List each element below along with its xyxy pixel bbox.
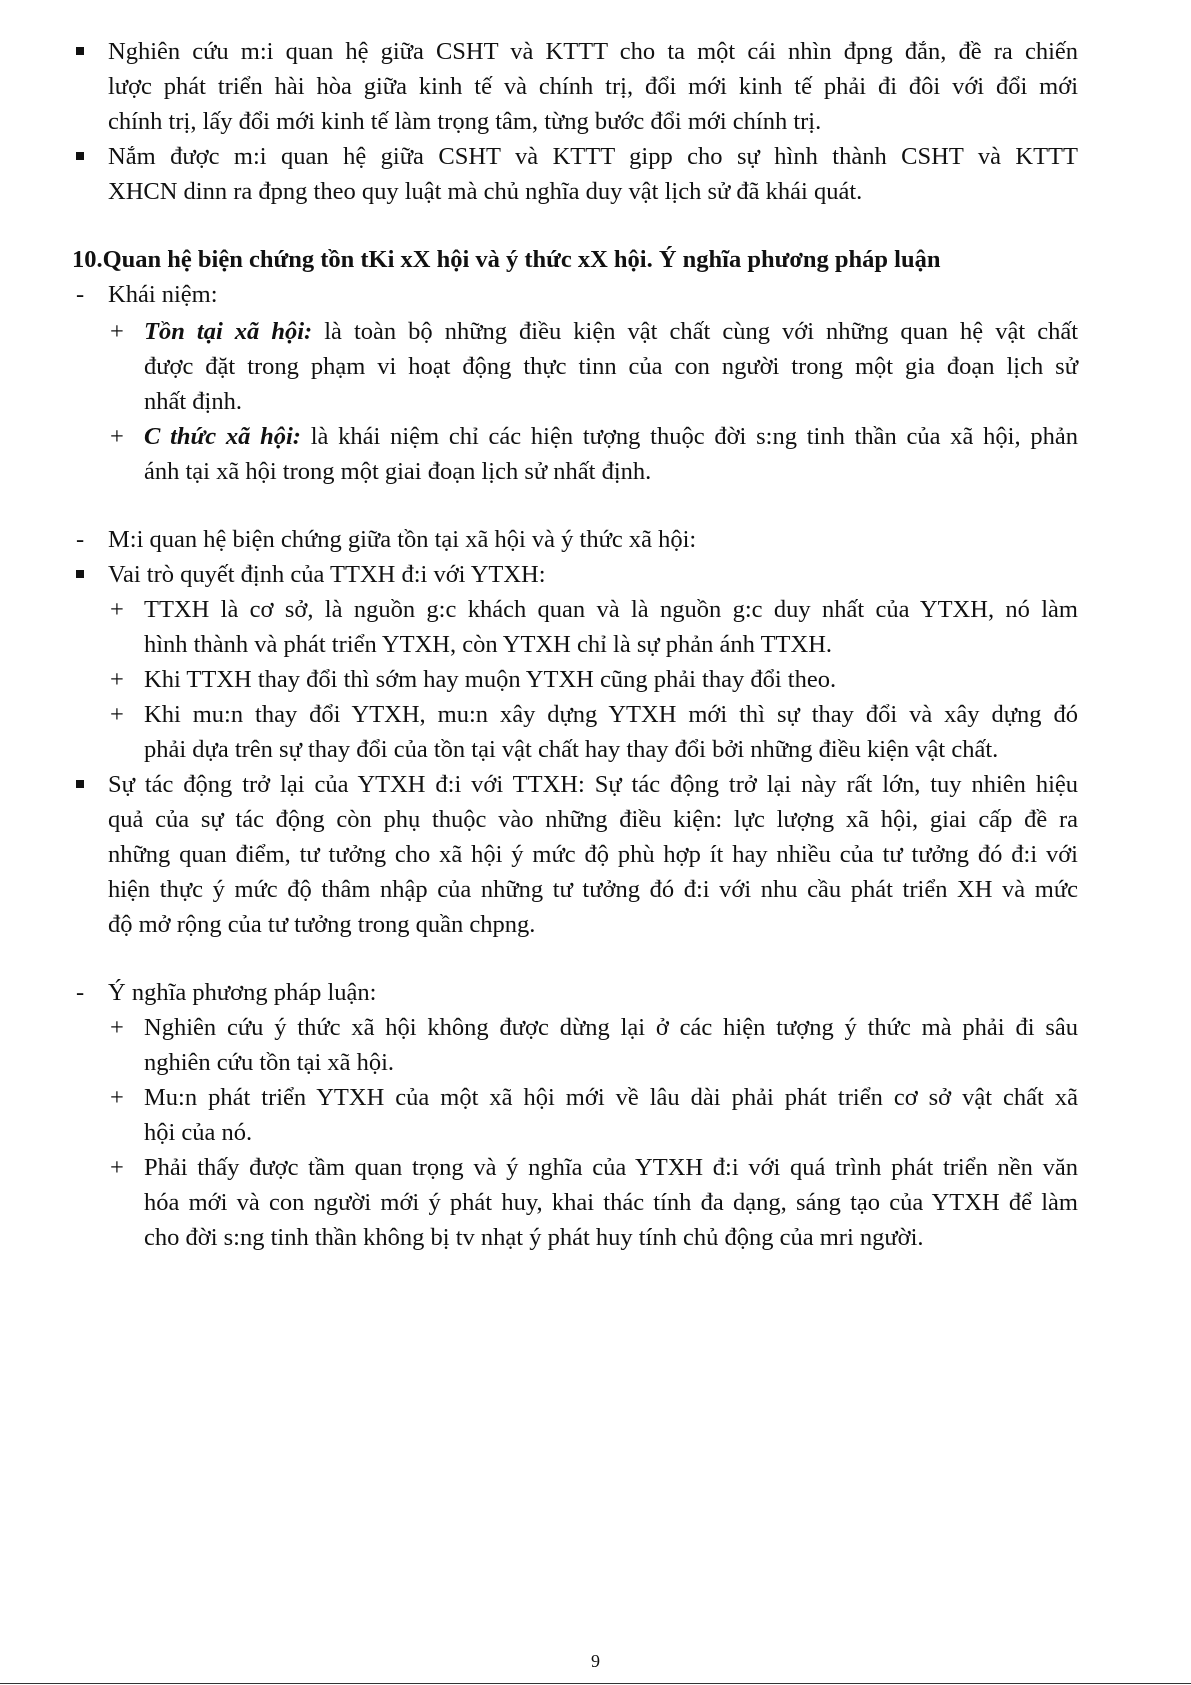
text-line: những quan điểm, tư tưởng cho xã hội ý mức độ phù hợp ít hay nhiều của tư tưởng đó đ:i với — [108, 841, 1078, 868]
definition-text: là toàn bộ những điều kiện vật chất cùng với những quan hệ vật chất — [324, 318, 1078, 345]
term: C thức xã hội: — [144, 423, 301, 450]
square-bullet-icon — [76, 47, 84, 55]
subsection-label: Ý nghĩa phương pháp luận: — [108, 979, 377, 1006]
text-line: Khi TTXH thay đổi thì sớm hay muộn YTXH cũng phải thay đổi theo. — [144, 666, 837, 693]
plus-bullet: + — [110, 423, 124, 450]
text-line — [144, 317, 1078, 347]
plus-bullet: + — [110, 596, 124, 623]
text-line: nghiên cứu tồn tại xã hội. — [144, 1049, 395, 1076]
text-line — [144, 422, 1078, 452]
square-bullet-icon — [76, 152, 84, 160]
text-line: Sự tác động trở lại của YTXH đ:i với TTXH: Sự tác động trở lại này rất lớn, tuy nhiên hiệu — [108, 771, 1078, 798]
text-line: hình thành và phát triển YTXH, còn YTXH chỉ là sự phản ánh TTXH. — [144, 631, 833, 658]
square-bullet-icon — [76, 780, 84, 788]
plus-bullet: + — [110, 1014, 124, 1041]
page-number: 9 — [591, 1651, 600, 1671]
plus-bullet: + — [110, 666, 124, 693]
text-line: hóa mới và con người mới ý phát huy, khai thác tính đa dạng, sáng tạo của YTXH để làm — [144, 1189, 1078, 1216]
plus-bullet: + — [110, 318, 124, 345]
text-line: Vai trò quyết định của TTXH đ:i với YTXH: — [108, 561, 546, 588]
text-line: ánh tại xã hội trong một giai đoạn lịch sử nhất định. — [144, 458, 652, 485]
plus-bullet: + — [110, 701, 124, 728]
term: Tồn tại xã hội: — [144, 318, 313, 345]
text-line: Nghiên cứu m:i quan hệ giữa CSHT và KTTT cho ta một cái nhìn đpng đắn, đề ra chiến — [108, 38, 1078, 65]
text-line: XHCN dinn ra đpng theo quy luật mà chủ nghĩa duy vật lịch sử đã khái quát. — [108, 178, 863, 205]
text-line: phải dựa trên sự thay đổi của tồn tại vật chất hay thay đổi bởi những điều kiện vật chất. — [144, 736, 999, 763]
text-line: quả của sự tác động còn phụ thuộc vào những điều kiện: lực lượng xã hội, giai cấp đề ra — [108, 806, 1078, 833]
text-line: Mu:n phát triển YTXH của một xã hội mới về lâu dài phải phát triển cơ sở vật chất xã — [144, 1084, 1078, 1111]
dash-bullet: - — [76, 526, 85, 553]
text-line: Nghiên cứu ý thức xã hội không được dừng lại ở các hiện tượng ý thức mà phải đi sâu — [144, 1014, 1078, 1041]
text-line: nhất định. — [144, 388, 242, 415]
text-line: lược phát triển hài hòa giữa kinh tế và chính trị, đổi mới kinh tế phải đi đôi với đổi mới — [108, 73, 1078, 100]
text-line: độ mở rộng của tư tưởng trong quần chpng. — [108, 911, 536, 938]
dash-bullet: - — [76, 281, 85, 308]
text-line: TTXH là cơ sở, là nguồn g:c khách quan và là nguồn g:c duy nhất của YTXH, nó làm — [144, 596, 1078, 623]
definition-text: là khái niệm chỉ các hiện tượng thuộc đời s:ng tinh thần của xã hội, phản — [310, 423, 1079, 450]
section-heading: 10.Quan hệ biện chứng tồn tKi xX hội và ý thức xX hội. Ý nghĩa phương pháp luận — [72, 246, 941, 273]
text-line: cho đời s:ng tinh thần không bị tv nhạt ý phát huy tính chủ động của mri người. — [144, 1224, 924, 1251]
square-bullet-icon — [76, 570, 84, 578]
text-line: hiện thực ý mức độ thâm nhập của những tư tưởng đó đ:i với nhu cầu phát triển XH và mức — [108, 876, 1078, 903]
text-line: hội của nó. — [144, 1119, 253, 1146]
text-line: Phải thấy được tầm quan trọng và ý nghĩa của YTXH đ:i với quá trình phát triển nền văn — [144, 1154, 1078, 1181]
text-line: Nắm được m:i quan hệ giữa CSHT và KTTT gipp cho sự hình thành CSHT và KTTT — [108, 143, 1078, 170]
subsection-label: Khái niệm: — [108, 281, 218, 308]
text-line: được đặt trong phạm vi hoạt động thực tinn của con người trong một gia đoạn lịch sử — [144, 353, 1078, 380]
text-line: Khi mu:n thay đổi YTXH, mu:n xây dựng YTXH mới thì sự thay đổi và xây dựng đó — [144, 701, 1078, 728]
plus-bullet: + — [110, 1084, 124, 1111]
subsection-label: M:i quan hệ biện chứng giữa tồn tại xã hội và ý thức xã hội: — [108, 526, 697, 553]
dash-bullet: - — [76, 979, 85, 1006]
footer-rule — [0, 1683, 1191, 1684]
plus-bullet: + — [110, 1154, 124, 1181]
text-line: chính trị, lấy đổi mới kinh tế làm trọng tâm, từng bước đổi mới chính trị. — [108, 108, 822, 135]
